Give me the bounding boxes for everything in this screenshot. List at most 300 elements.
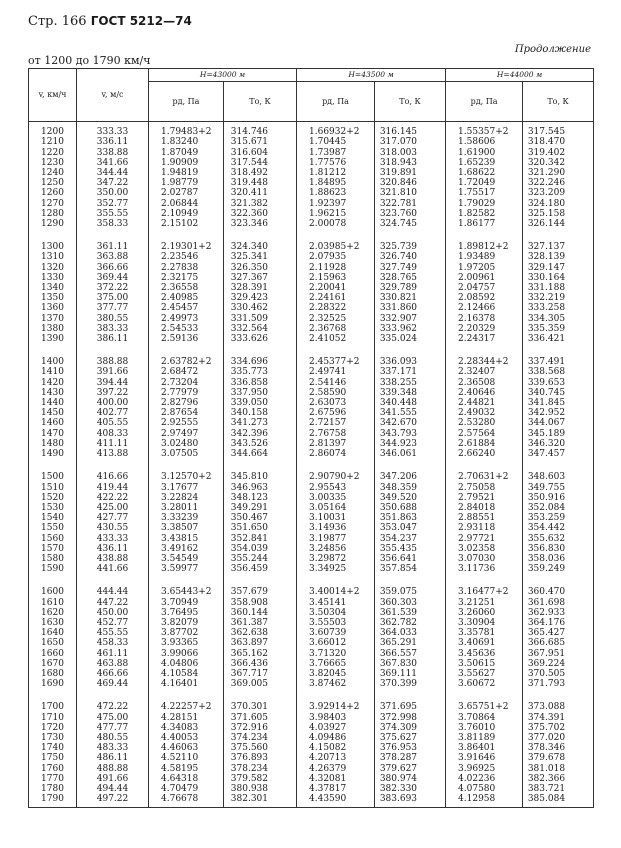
cell-p-44000: 2.61884 <box>446 439 523 449</box>
cell-t-44000: 348.603 <box>523 472 594 482</box>
cell-v-ms: 402.77 <box>77 408 149 418</box>
cell-p-43500: 2.81397 <box>297 439 375 449</box>
table-row <box>29 408 594 418</box>
cell-t-44000: 333.258 <box>523 303 594 313</box>
spacer-cell <box>375 574 446 587</box>
spacer-cell <box>446 689 523 702</box>
spacer-cell <box>375 229 446 242</box>
table-row <box>29 357 594 367</box>
cell-p-44000: 2.79521 <box>446 493 523 503</box>
cell-p-43000: 3.54549 <box>149 554 224 564</box>
cell-p-43000: 3.99066 <box>149 649 224 659</box>
cell-t-43500: 382.330 <box>375 784 446 794</box>
group-spacer <box>29 459 594 472</box>
cell-t-43000: 332.564 <box>224 324 297 334</box>
table-row <box>29 638 594 648</box>
cell-p-43000: 2.97497 <box>149 429 224 439</box>
cell-p-43500: 3.40014+2 <box>297 587 375 597</box>
cell-v-ms: 375.00 <box>77 293 149 303</box>
cell-t-44000: 329.147 <box>523 263 594 273</box>
spacer-cell <box>446 344 523 357</box>
cell-p-43500: 2.58590 <box>297 388 375 398</box>
cell-p-44000: 2.32407 <box>446 367 523 377</box>
cell-t-44000: 366.685 <box>523 638 594 648</box>
cell-p-43500: 3.10031 <box>297 513 375 523</box>
cell-t-43000: 335.773 <box>224 367 297 377</box>
cell-t-44000: 350.916 <box>523 493 594 503</box>
spacer-cell <box>149 344 224 357</box>
cell-p-44000: 2.57564 <box>446 429 523 439</box>
cell-t-43000: 361.387 <box>224 618 297 628</box>
cell-p-43500: 2.54146 <box>297 378 375 388</box>
spacer-cell <box>149 574 224 587</box>
cell-t-43000: 348.123 <box>224 493 297 503</box>
cell-t-43500: 326.740 <box>375 252 446 262</box>
cell-p-43500: 4.15082 <box>297 743 375 753</box>
cell-t-44000: 375.702 <box>523 723 594 733</box>
cell-p-44000: 3.70864 <box>446 713 523 723</box>
cell-t-43500: 346.061 <box>375 449 446 459</box>
cell-t-43000: 356.459 <box>224 564 297 574</box>
header-p-1: pд, Па <box>149 82 224 122</box>
cell-t-43500: 371.695 <box>375 702 446 712</box>
cell-p-43000: 2.87654 <box>149 408 224 418</box>
cell-p-43500: 3.50304 <box>297 608 375 618</box>
cell-p-43500: 4.43590 <box>297 794 375 808</box>
cell-v-kmh: 1790 <box>29 794 77 808</box>
cell-p-44000: 1.61900 <box>446 148 523 158</box>
cell-p-43500: 2.76758 <box>297 429 375 439</box>
cell-t-43500: 376.953 <box>375 743 446 753</box>
cell-v-ms: 350.00 <box>77 188 149 198</box>
spacer-cell <box>446 574 523 587</box>
cell-p-43000: 2.63782+2 <box>149 357 224 367</box>
cell-v-ms: 475.00 <box>77 713 149 723</box>
cell-v-ms: 386.11 <box>77 334 149 344</box>
cell-t-44000: 347.457 <box>523 449 594 459</box>
cell-v-kmh: 1750 <box>29 753 77 763</box>
data-table <box>28 68 594 808</box>
table-row <box>29 439 594 449</box>
cell-t-43500: 328.765 <box>375 273 446 283</box>
table-row <box>29 493 594 503</box>
cell-p-44000: 2.36508 <box>446 378 523 388</box>
cell-v-ms: 394.44 <box>77 378 149 388</box>
cell-p-43500: 3.19877 <box>297 534 375 544</box>
cell-t-43000: 378.234 <box>224 764 297 774</box>
cell-t-43000: 352.841 <box>224 534 297 544</box>
cell-t-43000: 354.039 <box>224 544 297 554</box>
cell-v-kmh: 1690 <box>29 679 77 689</box>
spacer-cell <box>149 459 224 472</box>
cell-v-kmh: 1230 <box>29 158 77 168</box>
cell-t-43000: 340.158 <box>224 408 297 418</box>
cell-t-44000: 344.067 <box>523 418 594 428</box>
cell-p-43000: 4.16401 <box>149 679 224 689</box>
cell-t-43000: 326.350 <box>224 263 297 273</box>
cell-v-kmh: 1490 <box>29 449 77 459</box>
cell-v-kmh: 1560 <box>29 534 77 544</box>
cell-p-43500: 3.71320 <box>297 649 375 659</box>
cell-t-44000: 359.249 <box>523 564 594 574</box>
table-row <box>29 429 594 439</box>
cell-v-kmh: 1500 <box>29 472 77 482</box>
table-row <box>29 209 594 219</box>
cell-t-43000: 319.448 <box>224 178 297 188</box>
cell-v-kmh: 1370 <box>29 314 77 324</box>
cell-p-43500: 3.92914+2 <box>297 702 375 712</box>
group-spacer <box>29 574 594 587</box>
table-row <box>29 334 594 344</box>
cell-t-43500: 338.255 <box>375 378 446 388</box>
table-row <box>29 148 594 158</box>
spacer-cell <box>149 229 224 242</box>
cell-t-43000: 333.626 <box>224 334 297 344</box>
cell-t-43000: 365.162 <box>224 649 297 659</box>
cell-p-44000: 2.93118 <box>446 523 523 533</box>
spacer-cell <box>224 689 297 702</box>
cell-t-44000: 334.305 <box>523 314 594 324</box>
cell-p-44000: 2.66240 <box>446 449 523 459</box>
cell-p-43000: 1.94819 <box>149 168 224 178</box>
cell-t-43500: 361.539 <box>375 608 446 618</box>
cell-p-43500: 4.32081 <box>297 774 375 784</box>
cell-p-43000: 3.49162 <box>149 544 224 554</box>
table-row <box>29 283 594 293</box>
cell-t-44000: 331.188 <box>523 283 594 293</box>
cell-t-43500: 316.145 <box>375 122 446 138</box>
cell-v-ms: 408.33 <box>77 429 149 439</box>
cell-t-43500: 348.359 <box>375 483 446 493</box>
cell-p-43000: 2.54533 <box>149 324 224 334</box>
spacer-cell <box>224 574 297 587</box>
cell-v-ms: 430.55 <box>77 523 149 533</box>
cell-p-43500: 4.26379 <box>297 764 375 774</box>
cell-t-43000: 343.526 <box>224 439 297 449</box>
cell-t-43500: 343.793 <box>375 429 446 439</box>
cell-p-44000: 3.35781 <box>446 628 523 638</box>
cell-v-ms: 486.11 <box>77 753 149 763</box>
cell-v-kmh: 1450 <box>29 408 77 418</box>
spacer-cell <box>297 574 375 587</box>
table-row <box>29 252 594 262</box>
table-row <box>29 534 594 544</box>
cell-t-43000: 363.897 <box>224 638 297 648</box>
cell-v-ms: 458.33 <box>77 638 149 648</box>
table-row <box>29 388 594 398</box>
cell-p-44000: 2.12466 <box>446 303 523 313</box>
table-row <box>29 743 594 753</box>
table-row <box>29 472 594 482</box>
cell-p-44000: 4.07580 <box>446 784 523 794</box>
cell-t-44000: 335.359 <box>523 324 594 334</box>
cell-p-43500: 2.15963 <box>297 273 375 283</box>
cell-v-ms: 441.66 <box>77 564 149 574</box>
table-row <box>29 449 594 459</box>
cell-t-43000: 351.650 <box>224 523 297 533</box>
table-row <box>29 158 594 168</box>
table-row <box>29 608 594 618</box>
table-row <box>29 544 594 554</box>
spacer-cell <box>523 229 594 242</box>
cell-t-43000: 327.367 <box>224 273 297 283</box>
cell-v-ms: 447.22 <box>77 598 149 608</box>
cell-p-43000: 3.65443+2 <box>149 587 224 597</box>
spacer-cell <box>523 344 594 357</box>
table-row <box>29 723 594 733</box>
table-row <box>29 587 594 597</box>
cell-p-43500: 2.00078 <box>297 219 375 229</box>
cell-t-43000: 330.462 <box>224 303 297 313</box>
cell-p-43500: 4.09486 <box>297 733 375 743</box>
cell-t-43500: 325.739 <box>375 242 446 252</box>
cell-p-44000: 3.50615 <box>446 659 523 669</box>
table-row <box>29 398 594 408</box>
cell-t-43500: 342.670 <box>375 418 446 428</box>
cell-p-43000: 2.40985 <box>149 293 224 303</box>
cell-t-44000: 320.342 <box>523 158 594 168</box>
table-row <box>29 263 594 273</box>
cell-p-43500: 1.77576 <box>297 158 375 168</box>
cell-v-kmh: 1360 <box>29 303 77 313</box>
cell-p-43000: 4.34083 <box>149 723 224 733</box>
cell-v-kmh: 1310 <box>29 252 77 262</box>
cell-v-ms: 416.66 <box>77 472 149 482</box>
cell-t-44000: 323.209 <box>523 188 594 198</box>
cell-p-43500: 3.24856 <box>297 544 375 554</box>
cell-p-43000: 4.22257+2 <box>149 702 224 712</box>
cell-v-ms: 450.00 <box>77 608 149 618</box>
cell-t-43000: 379.582 <box>224 774 297 784</box>
range-label: от 1200 до 1790 км/ч <box>28 54 151 67</box>
cell-v-kmh: 1780 <box>29 784 77 794</box>
cell-v-kmh: 1760 <box>29 764 77 774</box>
cell-p-44000: 3.11736 <box>446 564 523 574</box>
cell-p-44000: 3.40691 <box>446 638 523 648</box>
cell-t-43000: 344.664 <box>224 449 297 459</box>
cell-t-43000: 316.604 <box>224 148 297 158</box>
cell-p-43000: 2.10949 <box>149 209 224 219</box>
cell-v-ms: 388.88 <box>77 357 149 367</box>
table-row <box>29 669 594 679</box>
spacer-cell <box>297 344 375 357</box>
cell-v-kmh: 1520 <box>29 493 77 503</box>
cell-p-43500: 3.76665 <box>297 659 375 669</box>
cell-t-43000: 371.605 <box>224 713 297 723</box>
cell-v-ms: 366.66 <box>77 263 149 273</box>
standard-number: ГОСТ 5212—74 <box>90 14 192 28</box>
cell-t-43000: 315.671 <box>224 137 297 147</box>
cell-t-43500: 354.237 <box>375 534 446 544</box>
cell-t-43000: 366.436 <box>224 659 297 669</box>
cell-p-43500: 1.73987 <box>297 148 375 158</box>
table-row <box>29 753 594 763</box>
table-row <box>29 784 594 794</box>
cell-v-ms: 380.55 <box>77 314 149 324</box>
cell-p-43000: 2.92555 <box>149 418 224 428</box>
cell-v-ms: 405.55 <box>77 418 149 428</box>
cell-t-43500: 367.830 <box>375 659 446 669</box>
cell-t-43500: 335.024 <box>375 334 446 344</box>
cell-t-44000: 317.545 <box>523 122 594 138</box>
table-row <box>29 378 594 388</box>
cell-t-43500: 370.399 <box>375 679 446 689</box>
group-spacer <box>29 689 594 702</box>
table-row <box>29 713 594 723</box>
header-t-3: Tо, К <box>523 82 594 122</box>
cell-v-kmh: 1290 <box>29 219 77 229</box>
cell-t-43500: 318.943 <box>375 158 446 168</box>
cell-p-43500: 3.82045 <box>297 669 375 679</box>
cell-t-44000: 360.470 <box>523 587 594 597</box>
cell-v-ms: 469.44 <box>77 679 149 689</box>
spacer-cell <box>149 689 224 702</box>
cell-p-44000: 3.07030 <box>446 554 523 564</box>
cell-t-44000: 358.036 <box>523 554 594 564</box>
cell-v-kmh: 1630 <box>29 618 77 628</box>
cell-t-43000: 372.916 <box>224 723 297 733</box>
cell-t-44000: 330.164 <box>523 273 594 283</box>
cell-p-43000: 3.76495 <box>149 608 224 618</box>
cell-v-ms: 333.33 <box>77 122 149 138</box>
spacer-cell <box>77 574 149 587</box>
cell-p-43000: 3.59977 <box>149 564 224 574</box>
cell-v-ms: 347.22 <box>77 178 149 188</box>
table-row <box>29 219 594 229</box>
spacer-cell <box>375 689 446 702</box>
cell-v-ms: 425.00 <box>77 503 149 513</box>
table-row <box>29 733 594 743</box>
cell-v-kmh: 1670 <box>29 659 77 669</box>
cell-p-43500: 1.70445 <box>297 137 375 147</box>
cell-p-43000: 3.02480 <box>149 439 224 449</box>
cell-t-44000: 361.698 <box>523 598 594 608</box>
cell-v-kmh: 1410 <box>29 367 77 377</box>
cell-v-kmh: 1540 <box>29 513 77 523</box>
cell-p-44000: 3.65751+2 <box>446 702 523 712</box>
cell-t-43000: 336.858 <box>224 378 297 388</box>
cell-t-43500: 317.070 <box>375 137 446 147</box>
cell-t-43500: 322.781 <box>375 199 446 209</box>
cell-p-43000: 4.10584 <box>149 669 224 679</box>
cell-t-43500: 347.206 <box>375 472 446 482</box>
cell-p-43000: 3.87702 <box>149 628 224 638</box>
cell-p-43000: 2.49973 <box>149 314 224 324</box>
spacer-cell <box>29 229 77 242</box>
cell-v-kmh: 1770 <box>29 774 77 784</box>
cell-t-44000: 319.402 <box>523 148 594 158</box>
cell-t-44000: 337.491 <box>523 357 594 367</box>
cell-p-43500: 1.81212 <box>297 168 375 178</box>
cell-t-44000: 367.951 <box>523 649 594 659</box>
header-p-2: pд, Па <box>297 82 375 122</box>
table-row <box>29 564 594 574</box>
cell-p-44000: 2.88551 <box>446 513 523 523</box>
cell-t-43500: 332.907 <box>375 314 446 324</box>
cell-p-43000: 3.70949 <box>149 598 224 608</box>
cell-t-44000: 341.845 <box>523 398 594 408</box>
cell-t-43000: 329.423 <box>224 293 297 303</box>
table-row <box>29 367 594 377</box>
cell-p-43500: 3.55503 <box>297 618 375 628</box>
cell-v-ms: 336.11 <box>77 137 149 147</box>
cell-p-43000: 4.70479 <box>149 784 224 794</box>
cell-v-ms: 438.88 <box>77 554 149 564</box>
cell-v-ms: 422.22 <box>77 493 149 503</box>
cell-p-43500: 2.11928 <box>297 263 375 273</box>
cell-p-44000: 3.86401 <box>446 743 523 753</box>
cell-v-kmh: 1590 <box>29 564 77 574</box>
table-body <box>29 122 594 808</box>
cell-t-43000: 367.717 <box>224 669 297 679</box>
header-t-2: Tо, К <box>375 82 446 122</box>
cell-p-44000: 2.20329 <box>446 324 523 334</box>
cell-v-kmh: 1740 <box>29 743 77 753</box>
table-row <box>29 598 594 608</box>
table-row <box>29 324 594 334</box>
header-t-1: Tо, К <box>224 82 297 122</box>
cell-v-kmh: 1460 <box>29 418 77 428</box>
cell-t-43500: 333.962 <box>375 324 446 334</box>
cell-t-43500: 355.435 <box>375 544 446 554</box>
cell-p-44000: 3.55627 <box>446 669 523 679</box>
spacer-cell <box>224 459 297 472</box>
cell-p-43500: 3.34925 <box>297 564 375 574</box>
cell-p-44000: 3.81189 <box>446 733 523 743</box>
cell-t-43000: 337.950 <box>224 388 297 398</box>
cell-t-43000: 323.346 <box>224 219 297 229</box>
cell-t-44000: 364.176 <box>523 618 594 628</box>
cell-p-43500: 3.14936 <box>297 523 375 533</box>
cell-t-43000: 342.396 <box>224 429 297 439</box>
cell-v-ms: 480.55 <box>77 733 149 743</box>
cell-p-43500: 2.67596 <box>297 408 375 418</box>
cell-p-43000: 2.82796 <box>149 398 224 408</box>
cell-v-kmh: 1720 <box>29 723 77 733</box>
cell-v-kmh: 1530 <box>29 503 77 513</box>
cell-t-43500: 341.555 <box>375 408 446 418</box>
cell-t-44000: 328.139 <box>523 252 594 262</box>
cell-v-kmh: 1200 <box>29 122 77 138</box>
spacer-cell <box>297 689 375 702</box>
cell-t-43000: 321.382 <box>224 199 297 209</box>
cell-t-43500: 357.854 <box>375 564 446 574</box>
cell-t-43500: 379.627 <box>375 764 446 774</box>
continuation-label: Продолжение <box>514 44 591 55</box>
cell-t-43500: 383.693 <box>375 794 446 808</box>
cell-v-kmh: 1640 <box>29 628 77 638</box>
cell-p-43000: 2.59136 <box>149 334 224 344</box>
cell-v-ms: 461.11 <box>77 649 149 659</box>
cell-t-43000: 345.810 <box>224 472 297 482</box>
cell-v-ms: 397.22 <box>77 388 149 398</box>
cell-t-43500: 329.789 <box>375 283 446 293</box>
cell-t-44000: 365.427 <box>523 628 594 638</box>
cell-p-43500: 3.66012 <box>297 638 375 648</box>
cell-t-43500: 349.520 <box>375 493 446 503</box>
cell-v-kmh: 1480 <box>29 439 77 449</box>
cell-t-44000: 379.678 <box>523 753 594 763</box>
cell-p-43000: 2.68472 <box>149 367 224 377</box>
cell-p-43000: 1.98779 <box>149 178 224 188</box>
cell-p-44000: 3.76010 <box>446 723 523 733</box>
cell-t-44000: 352.084 <box>523 503 594 513</box>
cell-p-44000: 2.75058 <box>446 483 523 493</box>
cell-v-ms: 352.77 <box>77 199 149 209</box>
cell-v-ms: 411.11 <box>77 439 149 449</box>
cell-p-44000: 1.72049 <box>446 178 523 188</box>
cell-p-43500: 4.03927 <box>297 723 375 733</box>
